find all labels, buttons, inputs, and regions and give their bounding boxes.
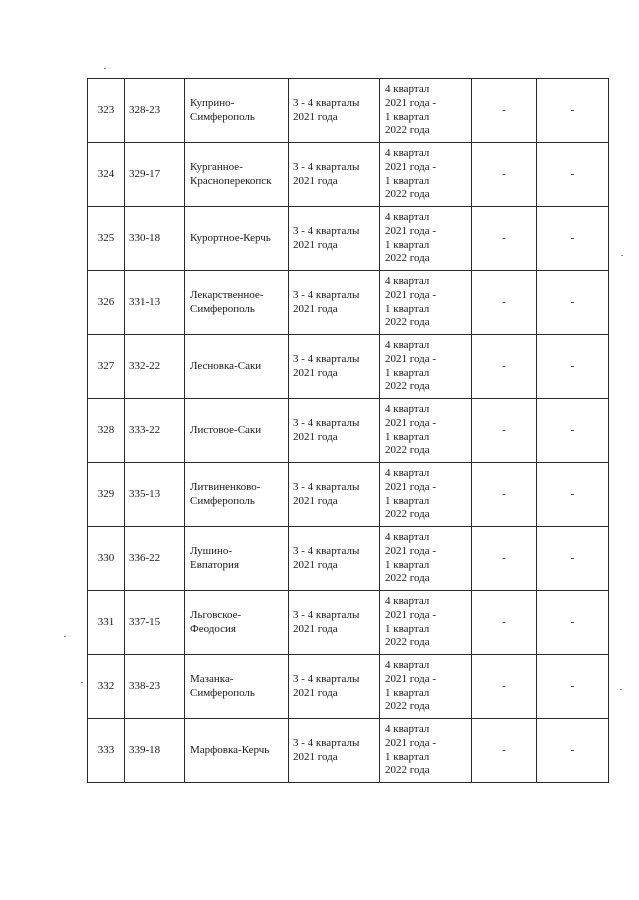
table-row [88, 143, 609, 207]
row-number-cell: 326 [88, 271, 125, 335]
table-row [88, 655, 609, 719]
route-code-cell: 332-22 [125, 335, 185, 399]
route-name-cell [185, 399, 289, 463]
route-code-cell: 336-22 [125, 527, 185, 591]
end-period-line: 2022 года [385, 700, 430, 713]
start-period-line: 2021 года [293, 430, 338, 443]
table-body [88, 79, 609, 783]
start-period-line: 2021 года [293, 238, 338, 251]
end-period-line: 2021 года - [385, 288, 437, 301]
route-name-line: Куприно- [190, 96, 235, 109]
start-period-line: 3 - 4 кварталы [293, 224, 360, 237]
end-period-cell [380, 79, 472, 143]
end-period-line: 1 квартал [385, 238, 430, 251]
end-period-line: 2021 года - [385, 672, 437, 685]
start-period-line: 3 - 4 кварталы [293, 480, 360, 493]
route-name-cell [185, 79, 289, 143]
route-name-cell [185, 655, 289, 719]
route-code-cell: 329-17 [125, 143, 185, 207]
route-name-cell [185, 143, 289, 207]
route-name-cell [185, 463, 289, 527]
route-name-line: Марфовка-Керчь [190, 743, 270, 756]
end-period-line: 4 квартал [385, 723, 430, 736]
end-period-line: 2021 года - [385, 480, 437, 493]
end-period-line: 2022 года [385, 252, 430, 265]
end-period-line: 2022 года [385, 316, 430, 329]
row-number-cell: 329 [88, 463, 125, 527]
row-number-cell: 330 [88, 527, 125, 591]
end-period-line: 1 квартал [385, 558, 430, 571]
end-period-line: 2021 года - [385, 608, 437, 621]
route-code-cell: 335-13 [125, 463, 185, 527]
route-name-cell [185, 591, 289, 655]
start-period-cell [289, 207, 380, 271]
start-period-line: 2021 года [293, 750, 338, 763]
column-b-cell: - [537, 399, 609, 463]
scan-speck [81, 682, 83, 683]
column-a-cell: - [472, 79, 537, 143]
route-name-cell [185, 527, 289, 591]
row-number-cell: 331 [88, 591, 125, 655]
column-a-cell: - [472, 463, 537, 527]
end-period-line: 2022 года [385, 124, 430, 137]
start-period-cell [289, 719, 380, 783]
route-schedule-table [87, 78, 609, 783]
start-period-line: 2021 года [293, 174, 338, 187]
column-a-cell: - [472, 527, 537, 591]
end-period-line: 4 квартал [385, 83, 430, 96]
start-period-line: 3 - 4 кварталы [293, 416, 360, 429]
column-b-cell: - [537, 719, 609, 783]
end-period-cell [380, 527, 472, 591]
column-a-cell: - [472, 591, 537, 655]
route-code-cell: 328-23 [125, 79, 185, 143]
start-period-line: 2021 года [293, 366, 338, 379]
end-period-line: 2021 года - [385, 96, 437, 109]
end-period-cell [380, 591, 472, 655]
end-period-cell [380, 655, 472, 719]
column-b-cell: - [537, 463, 609, 527]
end-period-line: 4 квартал [385, 211, 430, 224]
table-row [88, 527, 609, 591]
end-period-cell [380, 271, 472, 335]
column-a-cell: - [472, 143, 537, 207]
route-name-line: Лесновка-Саки [190, 359, 262, 372]
end-period-line: 2022 года [385, 444, 430, 457]
end-period-line: 2022 года [385, 764, 430, 777]
start-period-line: 3 - 4 кварталы [293, 544, 360, 557]
end-period-line: 1 квартал [385, 366, 430, 379]
column-a-cell: - [472, 271, 537, 335]
column-b-cell: - [537, 335, 609, 399]
end-period-line: 2022 года [385, 188, 430, 201]
end-period-line: 2022 года [385, 572, 430, 585]
column-a-cell: - [472, 207, 537, 271]
route-name-line: Симферополь [190, 110, 255, 123]
column-b-cell: - [537, 271, 609, 335]
scan-speck [621, 255, 623, 256]
route-code-cell: 330-18 [125, 207, 185, 271]
start-period-cell [289, 335, 380, 399]
end-period-line: 4 квартал [385, 659, 430, 672]
end-period-line: 2022 года [385, 508, 430, 521]
end-period-cell [380, 143, 472, 207]
end-period-line: 2021 года - [385, 416, 437, 429]
end-period-cell [380, 719, 472, 783]
end-period-line: 4 квартал [385, 403, 430, 416]
end-period-line: 4 квартал [385, 275, 430, 288]
start-period-cell [289, 79, 380, 143]
column-b-cell: - [537, 527, 609, 591]
route-name-line: Феодосия [190, 622, 236, 635]
row-number-cell: 325 [88, 207, 125, 271]
end-period-cell [380, 335, 472, 399]
column-a-cell: - [472, 655, 537, 719]
route-name-line: Литвиненково- [190, 480, 261, 493]
start-period-cell [289, 463, 380, 527]
end-period-line: 1 квартал [385, 686, 430, 699]
table-row [88, 463, 609, 527]
end-period-line: 4 квартал [385, 339, 430, 352]
route-code-cell: 339-18 [125, 719, 185, 783]
end-period-line: 2022 года [385, 636, 430, 649]
start-period-cell [289, 591, 380, 655]
route-name-line: Курганное- [190, 160, 243, 173]
route-name-cell [185, 335, 289, 399]
route-code-cell: 338-23 [125, 655, 185, 719]
start-period-line: 3 - 4 кварталы [293, 96, 360, 109]
scan-speck [620, 689, 622, 690]
route-code-cell: 331-13 [125, 271, 185, 335]
end-period-line: 2021 года - [385, 352, 437, 365]
start-period-line: 3 - 4 кварталы [293, 352, 360, 365]
column-a-cell: - [472, 335, 537, 399]
end-period-line: 2022 года [385, 380, 430, 393]
route-name-line: Красноперекопск [190, 174, 272, 187]
route-name-line: Лушино- [190, 544, 233, 557]
table-row [88, 271, 609, 335]
end-period-line: 4 квартал [385, 595, 430, 608]
scan-speck [104, 68, 106, 69]
table-row [88, 79, 609, 143]
end-period-line: 1 квартал [385, 430, 430, 443]
route-name-line: Симферополь [190, 494, 255, 507]
end-period-line: 1 квартал [385, 622, 430, 635]
start-period-line: 3 - 4 кварталы [293, 736, 360, 749]
start-period-line: 3 - 4 кварталы [293, 288, 360, 301]
end-period-line: 4 квартал [385, 467, 430, 480]
start-period-cell [289, 271, 380, 335]
start-period-line: 2021 года [293, 686, 338, 699]
scan-speck [64, 636, 66, 637]
start-period-line: 2021 года [293, 302, 338, 315]
table-row [88, 591, 609, 655]
end-period-line: 1 квартал [385, 302, 430, 315]
end-period-cell [380, 207, 472, 271]
route-name-line: Симферополь [190, 686, 255, 699]
end-period-line: 4 квартал [385, 531, 430, 544]
end-period-line: 1 квартал [385, 494, 430, 507]
start-period-cell [289, 527, 380, 591]
start-period-line: 3 - 4 кварталы [293, 608, 360, 621]
route-name-line: Листовое-Саки [190, 423, 262, 436]
column-a-cell: - [472, 719, 537, 783]
route-name-cell [185, 271, 289, 335]
start-period-line: 3 - 4 кварталы [293, 672, 360, 685]
table-row [88, 399, 609, 463]
end-period-line: 2021 года - [385, 736, 437, 749]
route-code-cell: 333-22 [125, 399, 185, 463]
column-b-cell: - [537, 591, 609, 655]
start-period-line: 2021 года [293, 558, 338, 571]
end-period-line: 2021 года - [385, 544, 437, 557]
end-period-line: 1 квартал [385, 174, 430, 187]
end-period-line: 1 квартал [385, 110, 430, 123]
row-number-cell: 327 [88, 335, 125, 399]
row-number-cell: 332 [88, 655, 125, 719]
route-name-line: Льговское- [190, 608, 242, 621]
route-name-line: Курортное-Керчь [190, 231, 271, 244]
table-row [88, 207, 609, 271]
route-name-line: Мазанка- [190, 672, 234, 685]
row-number-cell: 324 [88, 143, 125, 207]
route-name-line: Симферополь [190, 302, 255, 315]
route-name-line: Евпатория [190, 558, 240, 571]
column-b-cell: - [537, 207, 609, 271]
end-period-cell [380, 463, 472, 527]
route-name-line: Лекарственное- [190, 288, 264, 301]
row-number-cell: 333 [88, 719, 125, 783]
end-period-line: 4 квартал [385, 147, 430, 160]
row-number-cell: 328 [88, 399, 125, 463]
start-period-line: 2021 года [293, 494, 338, 507]
column-a-cell: - [472, 399, 537, 463]
route-code-cell: 337-15 [125, 591, 185, 655]
column-b-cell: - [537, 143, 609, 207]
end-period-cell [380, 399, 472, 463]
start-period-cell [289, 399, 380, 463]
start-period-cell [289, 655, 380, 719]
table-row [88, 719, 609, 783]
row-number-cell: 323 [88, 79, 125, 143]
start-period-line: 3 - 4 кварталы [293, 160, 360, 173]
route-name-cell [185, 719, 289, 783]
table-row [88, 335, 609, 399]
column-b-cell: - [537, 655, 609, 719]
start-period-cell [289, 143, 380, 207]
start-period-line: 2021 года [293, 622, 338, 635]
end-period-line: 2021 года - [385, 160, 437, 173]
route-name-cell [185, 207, 289, 271]
column-b-cell: - [537, 79, 609, 143]
start-period-line: 2021 года [293, 110, 338, 123]
end-period-line: 1 квартал [385, 750, 430, 763]
end-period-line: 2021 года - [385, 224, 437, 237]
